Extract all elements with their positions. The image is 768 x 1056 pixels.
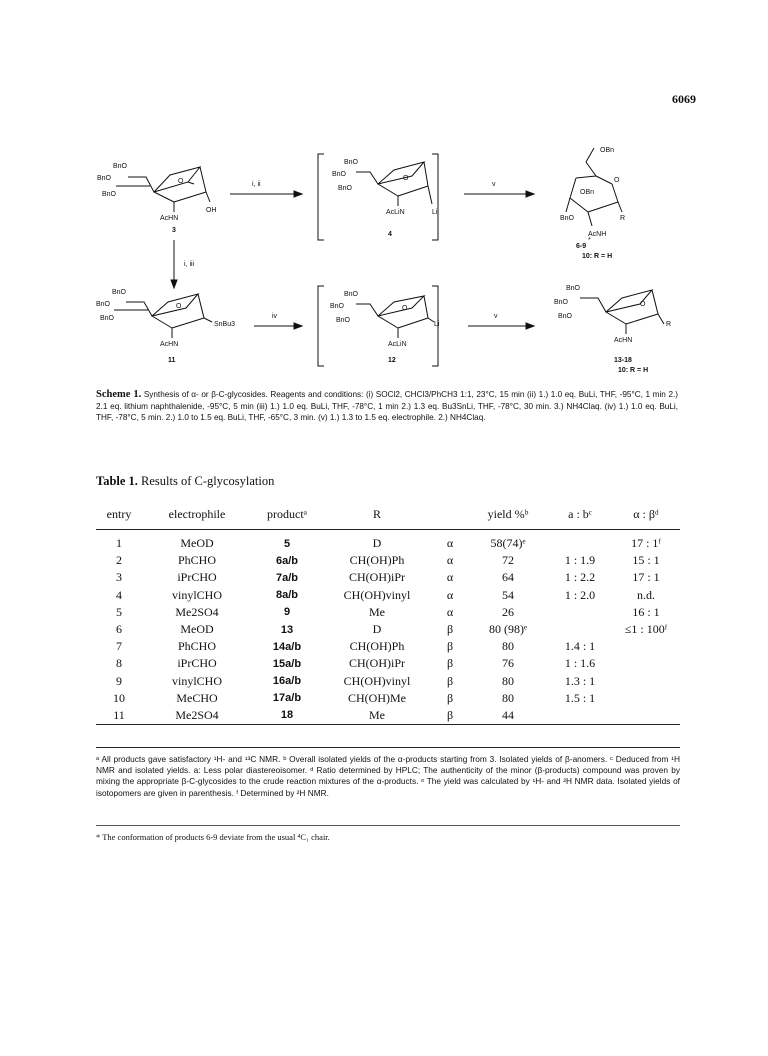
svg-text:BnO: BnO bbox=[96, 301, 111, 308]
svg-text:6-9: 6-9 bbox=[576, 243, 587, 250]
svg-text:AcHN: AcHN bbox=[160, 341, 179, 348]
cell-entry: 3 bbox=[116, 570, 122, 585]
cell-yield: 44 bbox=[502, 707, 514, 722]
cell-alpha-beta bbox=[612, 690, 680, 707]
svg-text:BnO: BnO bbox=[332, 171, 347, 178]
scheme-caption-text: Synthesis of α- or β-C-glycosides. Reagents and conditions: (i) SOCl2, CHCl3/PhCH3 1:1, 23°C, 15 min (ii) 1.) 1.0 eq. BuLi, THF, -95°C, 1 min 2.) 2.1 eq. lithium naphthalenide, -95°C, 5 min (iii) 1.) 1.0 eq. BuLi, THF, -78°C, 1 min 2.) 1.3 eq. Bu3SnLi, THF, -78°C, 30 min. 3.) NH4Claq. (iv) 1.) 1.0 eq. BuLi, THF, -78°C, 5 min. 2.) 1.0 to 1.5 eq. BuLi, THF, -65°C, 3 min. (v) 1.) 1.3 to 1.5 eq. electrophile. 2.) NH4Claq. bbox=[96, 390, 678, 422]
svg-text:BnO: BnO bbox=[338, 185, 353, 192]
svg-text:12: 12 bbox=[388, 357, 396, 364]
cell-r: CH(OH)Ph bbox=[349, 553, 405, 568]
cell-anomer: β bbox=[446, 690, 454, 705]
cell-r: CH(OH)vinyl bbox=[343, 587, 411, 602]
cell-r: D bbox=[372, 622, 382, 637]
cell-ab-ratio: 1 : 1.6 bbox=[564, 656, 596, 671]
svg-text:AcHN: AcHN bbox=[614, 337, 633, 344]
table-title-text: Results of C-glycosylation bbox=[141, 474, 275, 488]
cell-yield: 58(74)ᵉ bbox=[490, 536, 526, 551]
svg-text:SnBu3: SnBu3 bbox=[214, 321, 236, 328]
cell-yield: 76 bbox=[502, 656, 514, 671]
cell-product: 13 bbox=[280, 623, 294, 636]
svg-text:R: R bbox=[620, 215, 626, 222]
svg-text:BnO: BnO bbox=[344, 291, 359, 298]
svg-text:O: O bbox=[640, 301, 646, 308]
svg-text:BnO: BnO bbox=[97, 175, 112, 182]
cell-electrophile: vinylCHO bbox=[171, 587, 222, 602]
cell-yield: 64 bbox=[502, 570, 514, 585]
svg-text:BnO: BnO bbox=[336, 317, 351, 324]
svg-text:O: O bbox=[614, 177, 620, 184]
svg-text:AcLiN: AcLiN bbox=[388, 341, 407, 348]
cell-yield: 80 bbox=[502, 673, 514, 688]
cell-anomer: α bbox=[446, 553, 454, 568]
cell-anomer: β bbox=[446, 707, 454, 722]
header-entry: entry bbox=[106, 507, 132, 521]
cell-entry: 5 bbox=[116, 604, 122, 619]
cell-alpha-beta: 17 : 1ᶠ bbox=[631, 536, 661, 551]
asterisk-footnote: * The conformation of products 6-9 deviate from the usual ⁴C₁ chair. bbox=[96, 825, 680, 842]
scheme-caption-lead: Scheme 1. bbox=[96, 389, 142, 400]
svg-text:BnO: BnO bbox=[566, 285, 581, 292]
cell-product: 5 bbox=[283, 537, 291, 550]
cell-alpha-beta: 15 : 1 bbox=[632, 553, 660, 568]
svg-text:BnO: BnO bbox=[560, 215, 575, 222]
svg-text:BnO: BnO bbox=[330, 303, 345, 310]
table-row bbox=[96, 530, 680, 553]
cell-ab-ratio bbox=[548, 707, 612, 725]
cell-product: 6a/b bbox=[275, 554, 298, 567]
svg-text:O: O bbox=[403, 175, 409, 182]
cell-r: CH(OH)vinyl bbox=[343, 673, 411, 688]
svg-text:R: R bbox=[666, 321, 672, 328]
cell-ab-ratio: 1 : 2.2 bbox=[564, 570, 596, 585]
table-row bbox=[96, 638, 680, 655]
results-table bbox=[96, 503, 680, 725]
cell-entry: 10 bbox=[113, 690, 125, 705]
cell-yield: 80 bbox=[502, 639, 514, 654]
table-title bbox=[96, 474, 274, 489]
cell-entry: 8 bbox=[116, 656, 122, 671]
cell-yield: 80 (98)ᵉ bbox=[488, 622, 528, 637]
svg-text:O: O bbox=[178, 178, 184, 185]
svg-text:AcHN: AcHN bbox=[160, 215, 179, 222]
header-alpha-beta: α : βᵈ bbox=[633, 507, 659, 521]
cell-alpha-beta bbox=[612, 707, 680, 725]
cell-product: 18 bbox=[280, 709, 294, 722]
table-row bbox=[96, 587, 680, 604]
cell-yield: 26 bbox=[502, 604, 514, 619]
cell-product: 7a/b bbox=[275, 571, 298, 584]
cell-alpha-beta bbox=[612, 673, 680, 690]
cell-r: CH(OH)iPr bbox=[349, 570, 405, 585]
reaction-scheme bbox=[88, 140, 688, 380]
cell-r: D bbox=[372, 536, 382, 551]
svg-text:BnO: BnO bbox=[112, 289, 127, 296]
svg-text:BnO: BnO bbox=[113, 163, 128, 170]
cell-electrophile: MeOD bbox=[180, 536, 214, 551]
svg-text:v: v bbox=[494, 313, 498, 320]
table-label: Table 1. bbox=[96, 474, 138, 488]
cell-entry: 9 bbox=[116, 673, 122, 688]
svg-text:OBn: OBn bbox=[580, 189, 595, 196]
scheme-drawing bbox=[88, 140, 688, 380]
cell-anomer: α bbox=[446, 587, 454, 602]
header-r: R bbox=[372, 507, 381, 521]
svg-text:i, iii: i, iii bbox=[184, 261, 195, 268]
cell-electrophile: vinylCHO bbox=[171, 673, 222, 688]
svg-text:*: * bbox=[588, 237, 591, 244]
cell-ab-ratio: 1 : 1.9 bbox=[564, 553, 596, 568]
table-header-row bbox=[96, 503, 680, 530]
cell-ab-ratio bbox=[548, 604, 612, 621]
cell-entry: 6 bbox=[116, 622, 122, 637]
cell-anomer: α bbox=[446, 570, 454, 585]
cell-yield: 72 bbox=[502, 553, 514, 568]
svg-text:4: 4 bbox=[388, 231, 392, 238]
cell-r: CH(OH)Me bbox=[348, 690, 406, 705]
svg-text:11: 11 bbox=[168, 357, 176, 364]
cell-alpha-beta: 16 : 1 bbox=[632, 604, 660, 619]
cell-anomer: β bbox=[446, 656, 454, 671]
svg-text:Li: Li bbox=[434, 321, 440, 328]
cell-entry: 2 bbox=[116, 553, 122, 568]
cell-electrophile: MeOD bbox=[180, 622, 214, 637]
compound-3-structure bbox=[116, 167, 210, 212]
cell-electrophile: iPrCHO bbox=[177, 570, 217, 585]
table-row bbox=[96, 673, 680, 690]
table-row bbox=[96, 690, 680, 707]
svg-text:Li: Li bbox=[432, 209, 438, 216]
scheme-caption bbox=[96, 389, 678, 424]
cell-electrophile: PhCHO bbox=[177, 553, 216, 568]
svg-text:O: O bbox=[176, 303, 182, 310]
cell-ab-ratio: 1 : 2.0 bbox=[564, 587, 596, 602]
page-number: 6069 bbox=[672, 92, 696, 106]
svg-text:AcNH: AcNH bbox=[588, 231, 607, 238]
cell-entry: 1 bbox=[116, 536, 122, 551]
cell-anomer: β bbox=[446, 673, 454, 688]
header-product: productᵃ bbox=[267, 507, 307, 521]
table-footnotes: ᵃ All products gave satisfactory ¹H- and ¹³C NMR. ᵇ Overall isolated yields of the α-products starting from 3. Isolated yields of β-anomers. ᶜ Deduced from ¹H NMR and isolated yields. a: Less polar diastereoisomer. ᵈ Ratio determined by HPLC; The authenticity of the minor (β-products) compound was proven by mixing the appropriate β-C-glycosides to the crude reaction mixtures of the α-products. ᵉ The yield was calculated by ¹H- and ²H NMR data. Isolated yields of isotopomers are given in parenthesis. ᶠ Determined by ²H NMR. bbox=[96, 747, 680, 799]
cell-electrophile: iPrCHO bbox=[177, 656, 217, 671]
cell-ab-ratio bbox=[548, 621, 612, 638]
cell-anomer: β bbox=[446, 622, 454, 637]
svg-text:13-18: 13-18 bbox=[614, 357, 632, 364]
svg-text:BnO: BnO bbox=[100, 315, 115, 322]
cell-yield: 80 bbox=[502, 690, 514, 705]
header-electrophile: electrophile bbox=[168, 507, 226, 521]
cell-entry: 11 bbox=[113, 707, 125, 722]
cell-ab-ratio: 1.5 : 1 bbox=[564, 690, 596, 705]
svg-text:3: 3 bbox=[172, 227, 176, 234]
svg-text:OH: OH bbox=[206, 207, 217, 214]
cell-product: 17a/b bbox=[272, 692, 302, 705]
cell-electrophile: Me2SO4 bbox=[175, 604, 219, 619]
table-row bbox=[96, 604, 680, 621]
cell-electrophile: PhCHO bbox=[177, 639, 216, 654]
cell-ab-ratio bbox=[548, 530, 612, 553]
svg-text:iv: iv bbox=[272, 313, 278, 320]
svg-text:BnO: BnO bbox=[558, 313, 573, 320]
cell-r: CH(OH)iPr bbox=[349, 656, 405, 671]
cell-ab-ratio: 1.3 : 1 bbox=[564, 673, 596, 688]
cell-product: 15a/b bbox=[272, 657, 302, 670]
cell-entry: 4 bbox=[116, 587, 122, 602]
header-ab-ratio: a : bᶜ bbox=[568, 507, 592, 521]
cell-alpha-beta: n.d. bbox=[637, 587, 655, 602]
cell-anomer: α bbox=[446, 604, 454, 619]
svg-text:10: R = H: 10: R = H bbox=[582, 253, 613, 260]
cell-product: 8a/b bbox=[275, 589, 298, 602]
cell-alpha-beta bbox=[612, 655, 680, 672]
cell-entry: 7 bbox=[116, 639, 122, 654]
svg-text:OBn: OBn bbox=[600, 147, 615, 154]
table-row bbox=[96, 569, 680, 586]
header-yield: yield %ᵇ bbox=[487, 507, 529, 521]
cell-ab-ratio: 1.4 : 1 bbox=[564, 639, 596, 654]
cell-yield: 54 bbox=[502, 587, 514, 602]
svg-text:v: v bbox=[492, 181, 496, 188]
svg-text:i, ii: i, ii bbox=[252, 181, 261, 188]
table-row bbox=[96, 655, 680, 672]
svg-text:BnO: BnO bbox=[102, 191, 117, 198]
table-row bbox=[96, 707, 680, 725]
table-row bbox=[96, 621, 680, 638]
svg-text:O: O bbox=[402, 305, 408, 312]
cell-anomer: α bbox=[446, 536, 454, 551]
cell-r: CH(OH)Ph bbox=[349, 639, 405, 654]
cell-anomer: β bbox=[446, 639, 454, 654]
cell-alpha-beta: ≤1 : 100ᶠ bbox=[624, 622, 668, 637]
header-anomer bbox=[432, 503, 468, 530]
cell-r: Me bbox=[369, 604, 385, 619]
cell-product: 14a/b bbox=[272, 640, 302, 653]
cell-r: Me bbox=[369, 707, 385, 722]
table-row bbox=[96, 552, 680, 569]
cell-electrophile: Me2SO4 bbox=[175, 707, 219, 722]
svg-text:BnO: BnO bbox=[554, 299, 569, 306]
cell-alpha-beta bbox=[612, 638, 680, 655]
cell-electrophile: MeCHO bbox=[176, 690, 218, 705]
svg-text:AcLiN: AcLiN bbox=[386, 209, 405, 216]
cell-product: 9 bbox=[283, 606, 291, 619]
cell-product: 16a/b bbox=[272, 675, 302, 688]
svg-text:BnO: BnO bbox=[344, 159, 359, 166]
svg-text:10: R = H: 10: R = H bbox=[618, 367, 649, 374]
cell-alpha-beta: 17 : 1 bbox=[632, 570, 660, 585]
